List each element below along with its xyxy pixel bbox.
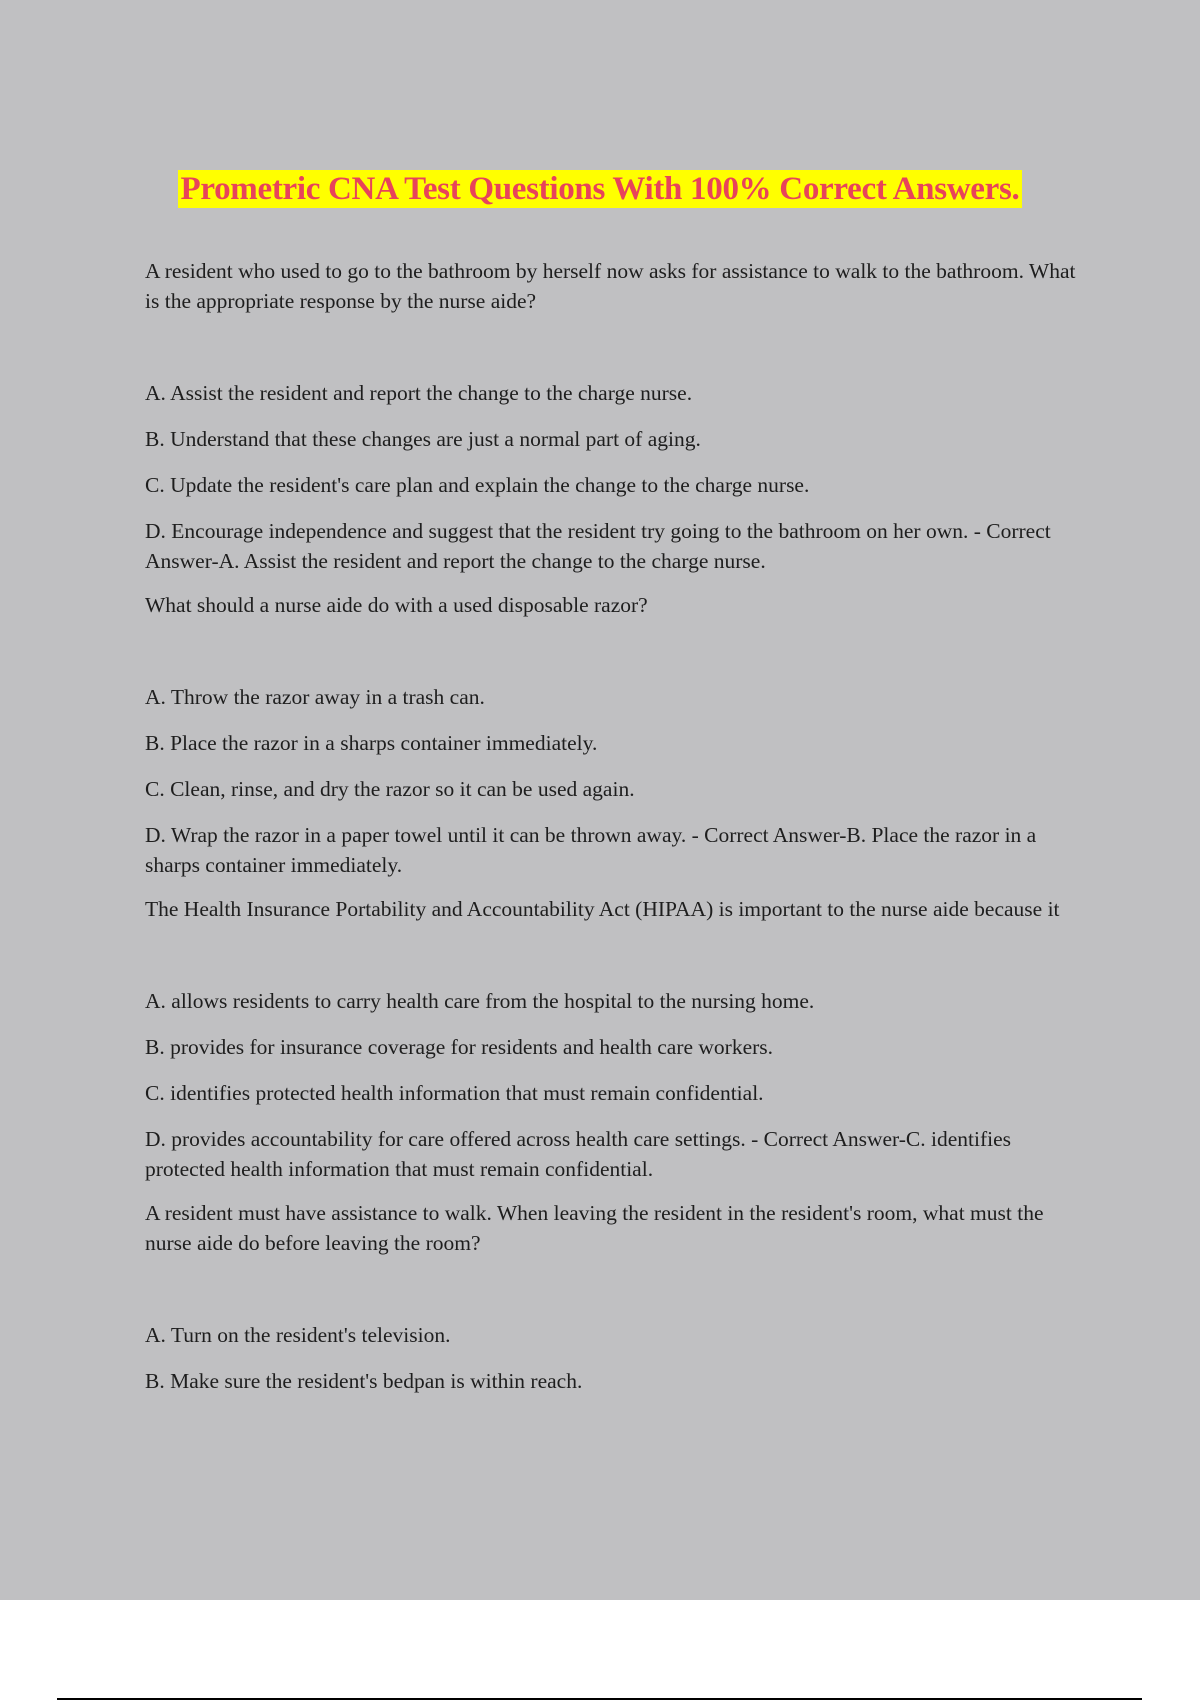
answer-option: B. Place the razor in a sharps container immediately. — [145, 731, 598, 755]
answer-option: C. identifies protected health information that must remain confidential. — [145, 1081, 764, 1105]
answer-option: C. Clean, rinse, and dry the razor so it can be used again. — [145, 777, 635, 801]
question-text: A resident must have assistance to walk. When leaving the resident in the resident's room, what must the nurse aide do before leaving the room? — [145, 1201, 1044, 1255]
answer-option: B. provides for insurance coverage for residents and health care workers. — [145, 1035, 774, 1059]
question-text: What should a nurse aide do with a used disposable razor? — [145, 593, 648, 617]
answer-option: A. Assist the resident and report the change to the charge nurse. — [145, 381, 693, 405]
answer-option: A. Turn on the resident's television. — [145, 1323, 451, 1347]
answer-option: C. Update the resident's care plan and explain the change to the charge nurse. — [145, 473, 810, 497]
answer-option: A. Throw the razor away in a trash can. — [145, 685, 485, 709]
title-container — [0, 170, 1200, 208]
answer-option: B. Understand that these changes are just a normal part of aging. — [145, 427, 701, 451]
answer-option-with-correct-answer: D. Encourage independence and suggest that the resident try going to the bathroom on her own. - Correct Answer-A. Assist the resident and report the change to the charge nurse. — [145, 519, 1051, 573]
answer-option: B. Make sure the resident's bedpan is within reach. — [145, 1369, 583, 1393]
document-title: Prometric CNA Test Questions With 100% Correct Answers. — [180, 171, 1020, 207]
question-list — [145, 256, 1080, 1396]
question-text: The Health Insurance Portability and Accountability Act (HIPAA) is important to the nurse aide because it — [145, 897, 1060, 921]
answer-option-with-correct-answer: D. Wrap the razor in a paper towel until it can be thrown away. - Correct Answer-B. Place the razor in a sharps container immediately. — [145, 823, 1037, 877]
question-text: A resident who used to go to the bathroom by herself now asks for assistance to walk to the bathroom. What is the appropriate response by the nurse aide? — [145, 259, 1076, 313]
answer-option-with-correct-answer: D. provides accountability for care offered across health care settings. - Correct Answer-C. identifies protected health information that must remain confidential. — [145, 1127, 1012, 1181]
answer-option: A. allows residents to carry health care from the hospital to the nursing home. — [145, 989, 815, 1013]
